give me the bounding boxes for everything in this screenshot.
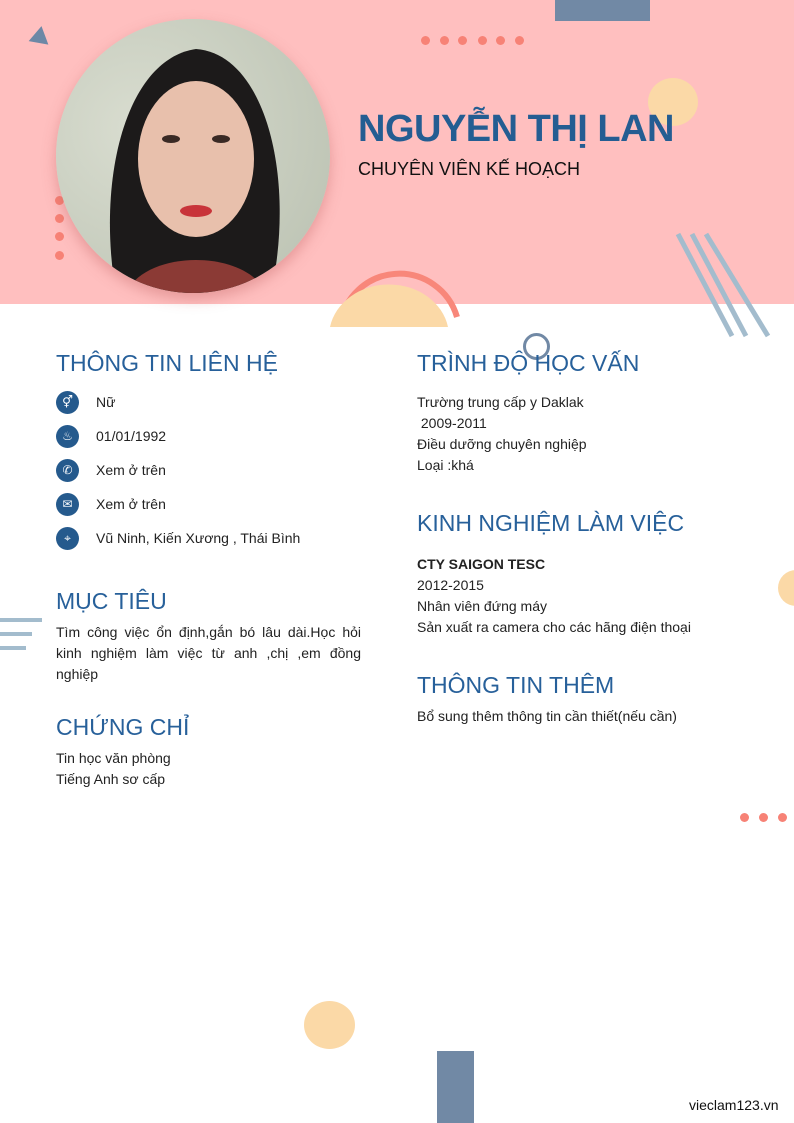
certificate-list [56,748,171,790]
triangle-shape [29,24,52,44]
certificate-item: Tiếng Anh sơ cấp [56,771,166,787]
contact-item-text: 01/01/1992 [96,427,167,444]
contact-item [56,453,300,487]
gender-icon: ⚥ [56,391,79,414]
contact-item [56,487,300,521]
contact-item-text: Xem ở trên [96,461,166,478]
cake-icon: ♨ [56,425,79,448]
education-heading: TRÌNH ĐỘ HỌC VẤN [417,350,640,376]
experience-position: Nhân viên đứng máy [417,598,547,614]
job-title: CHUYÊN VIÊN KẾ HOẠCH [358,159,581,179]
education-details [417,392,587,476]
email-icon: ✉ [56,493,79,516]
peach-circle-bottom [304,1001,355,1049]
slate-rectangle [555,0,650,21]
contact-item [56,385,300,419]
half-circle-shapes [325,255,465,330]
education-years: 2009-2011 [417,415,487,431]
contact-item-text: Xem ở trên [96,495,166,512]
peach-half-circle-right [778,570,794,606]
slate-rectangle-bottom [437,1051,474,1123]
contact-item-text: Vũ Ninh, Kiến Xương , Thái Bình [96,529,301,546]
portrait-image [56,19,330,293]
experience-years: 2012-2015 [417,577,484,593]
experience-heading: KINH NGHIỆM LÀM VIỆC [417,510,685,536]
experience-details [417,554,691,638]
phone-icon: ✆ [56,459,79,482]
location-icon: ⌖ [56,527,79,550]
contact-list [56,385,300,555]
contact-heading: THÔNG TIN LIÊN HỆ [56,350,278,376]
brand-logo: vieclam123.vn [689,1097,779,1113]
certificates-heading: CHỨNG CHỈ [56,714,190,740]
profile-photo [56,19,330,293]
diagonal-lines [670,230,780,342]
objective-heading: MỤC TIÊU [56,588,167,614]
contact-item [56,521,300,555]
experience-company: CTY SAIGON TESC [417,556,546,572]
education-grade: Loại :khá [417,457,474,473]
contact-item-text: Nữ [96,393,116,410]
experience-description: Sản xuất ra camera cho các hãng điện thoại [417,619,691,635]
contact-item [56,419,300,453]
extra-heading: THÔNG TIN THÊM [417,672,615,698]
certificate-item: Tin học văn phòng [56,750,171,766]
objective-text: Tìm công việc ổn định,gắn bó lâu dài.Học hỏi kinh nghiệm làm việc từ anh ,chị ,em đồng nghiệp [56,624,361,682]
education-major: Điều dưỡng chuyên nghiệp [417,436,587,452]
extra-text: Bổ sung thêm thông tin cần thiết(nếu cần) [417,708,677,724]
candidate-name: NGUYỄN THỊ LAN [358,108,674,150]
education-school: Trường trung cấp y Daklak [417,394,584,410]
